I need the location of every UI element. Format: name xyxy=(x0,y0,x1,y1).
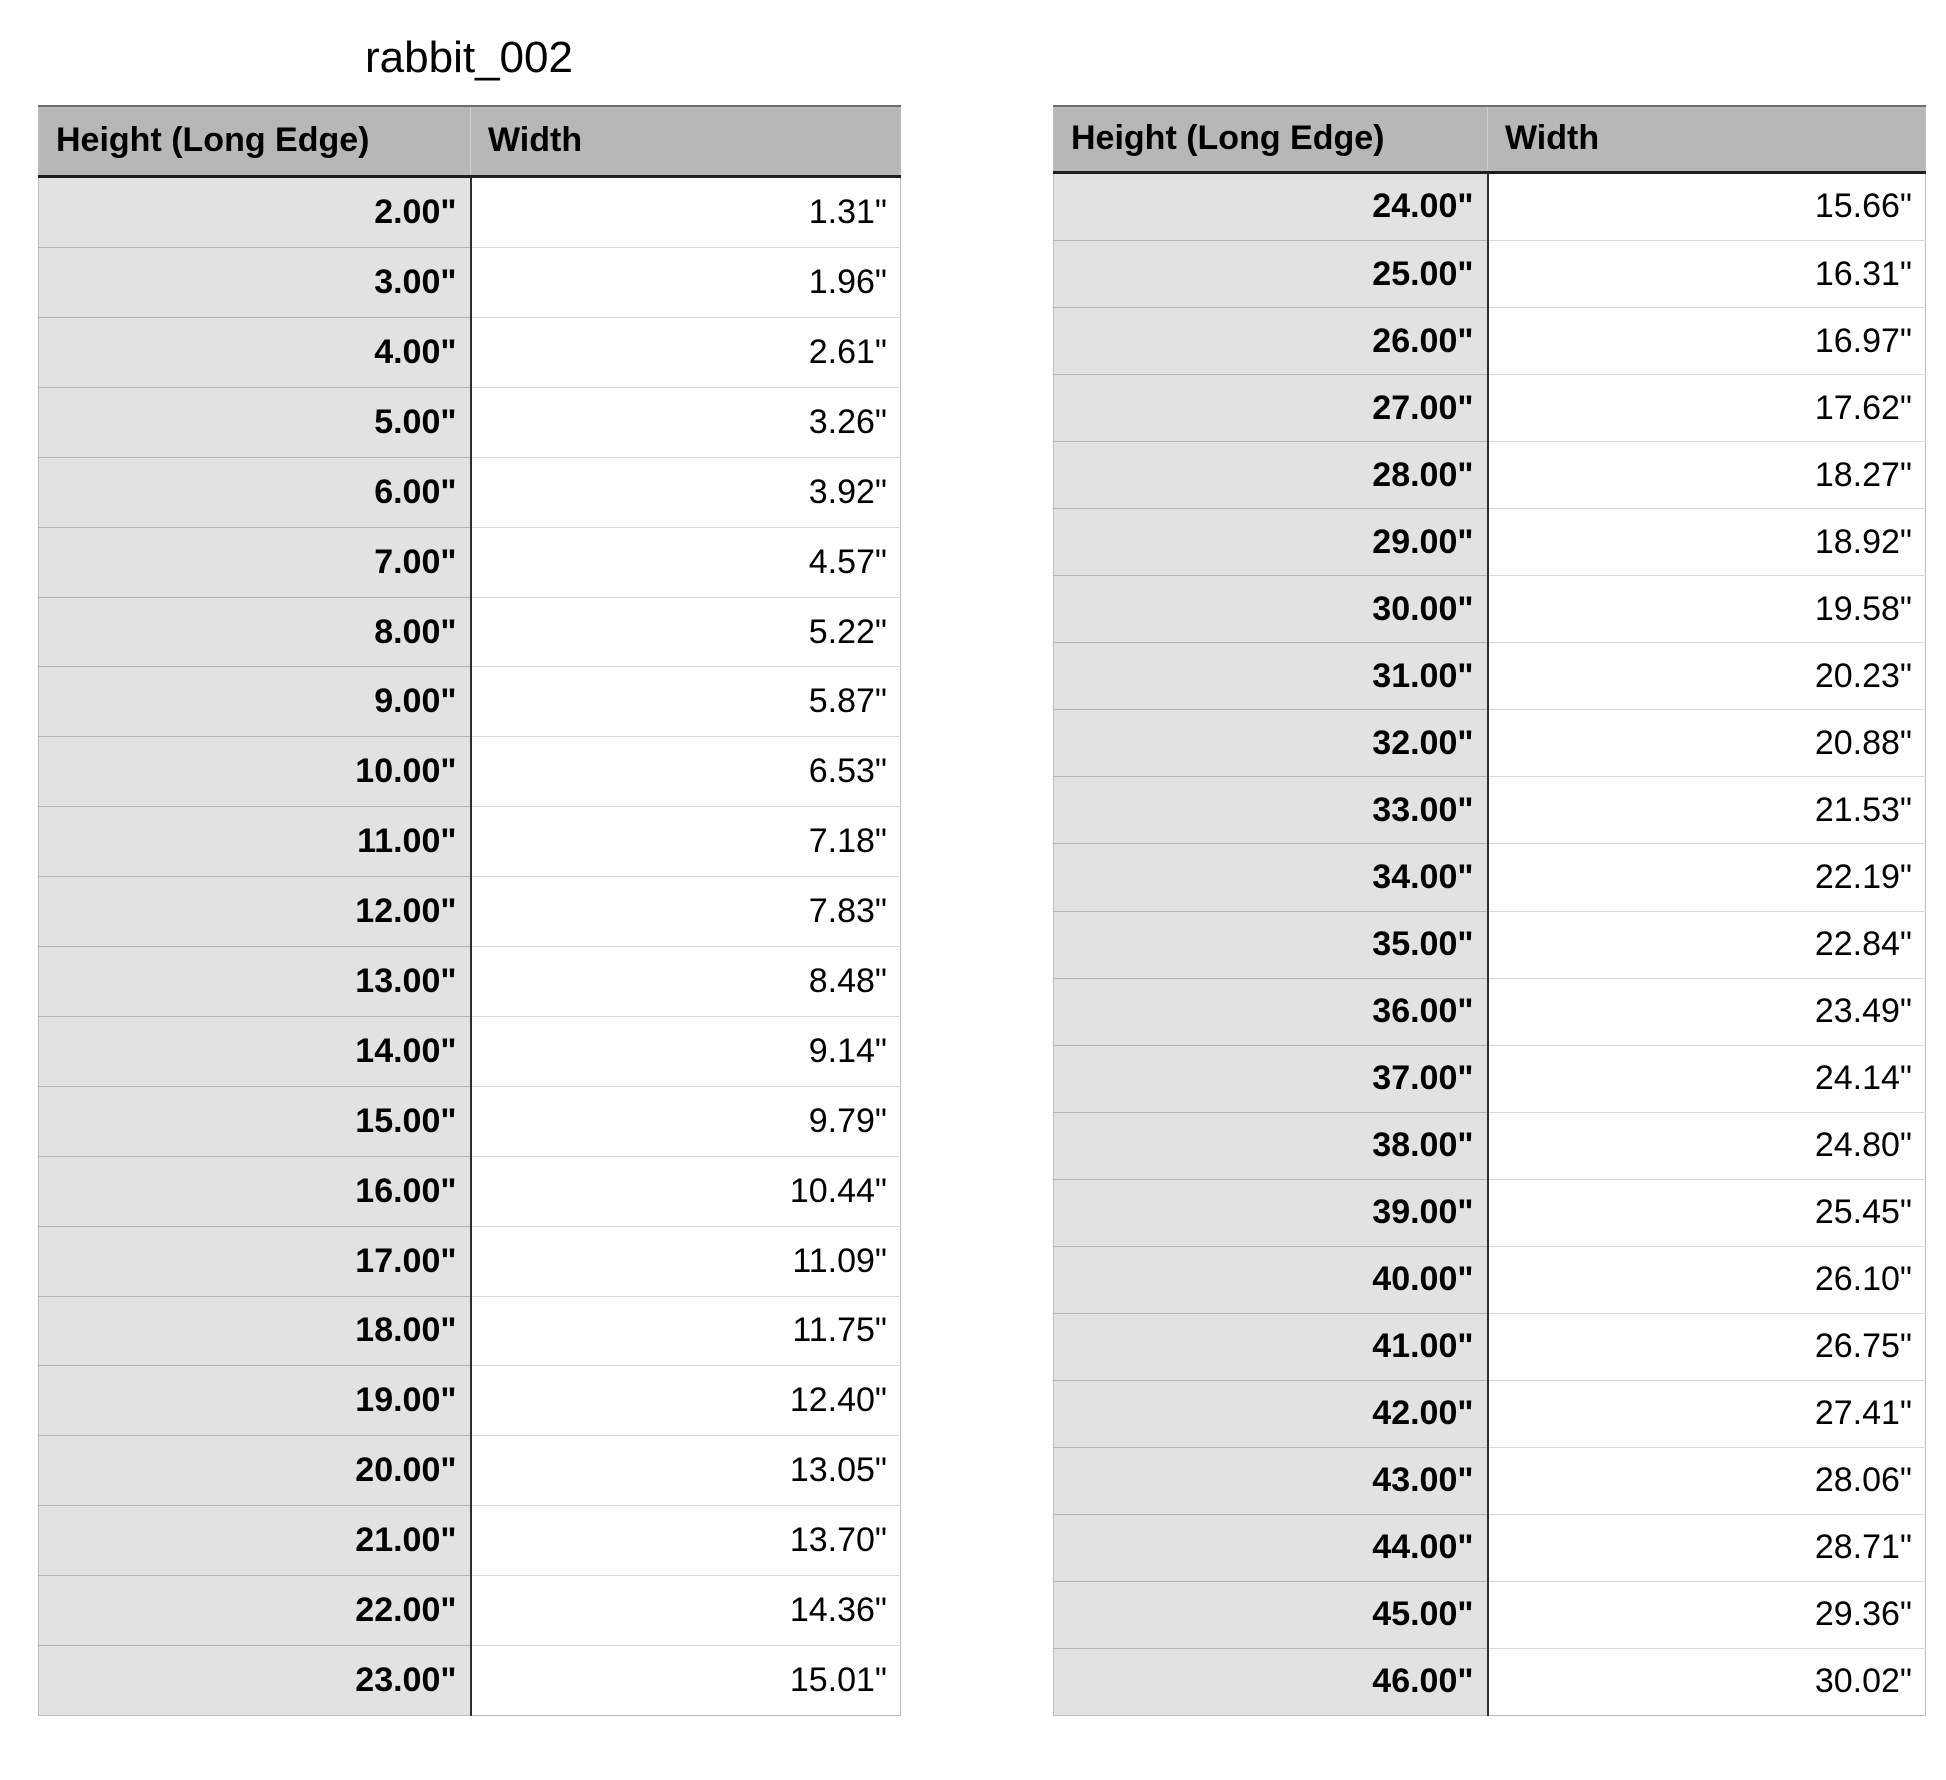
height-cell: 34.00" xyxy=(1054,844,1488,911)
height-cell: 46.00" xyxy=(1054,1648,1488,1715)
width-cell: 11.75" xyxy=(471,1296,901,1366)
table-row xyxy=(1054,1514,1926,1581)
width-cell: 15.66" xyxy=(1488,172,1926,241)
width-cell: 14.36" xyxy=(471,1576,901,1646)
height-cell: 10.00" xyxy=(39,737,471,807)
width-cell: 22.84" xyxy=(1488,911,1926,978)
size-table-left xyxy=(38,105,901,1716)
height-cell: 43.00" xyxy=(1054,1447,1488,1514)
width-cell: 25.45" xyxy=(1488,1179,1926,1246)
width-cell: 8.48" xyxy=(471,947,901,1017)
height-cell: 44.00" xyxy=(1054,1514,1488,1581)
height-cell: 14.00" xyxy=(39,1016,471,1086)
width-cell: 18.92" xyxy=(1488,509,1926,576)
width-cell: 24.80" xyxy=(1488,1112,1926,1179)
table-row xyxy=(39,877,901,947)
width-cell: 16.31" xyxy=(1488,241,1926,308)
width-cell: 3.26" xyxy=(471,387,901,457)
width-cell: 7.18" xyxy=(471,807,901,877)
height-cell: 20.00" xyxy=(39,1436,471,1506)
table-row xyxy=(1054,1045,1926,1112)
table-row xyxy=(39,527,901,597)
table-row xyxy=(39,807,901,877)
height-cell: 35.00" xyxy=(1054,911,1488,978)
height-cell: 32.00" xyxy=(1054,710,1488,777)
table-row xyxy=(39,1506,901,1576)
height-cell: 38.00" xyxy=(1054,1112,1488,1179)
height-cell: 45.00" xyxy=(1054,1581,1488,1648)
width-cell: 4.57" xyxy=(471,527,901,597)
column-header-height: Height (Long Edge) xyxy=(39,106,471,176)
height-cell: 8.00" xyxy=(39,597,471,667)
width-cell: 16.97" xyxy=(1488,308,1926,375)
column-header-width: Width xyxy=(471,106,901,176)
table-row xyxy=(39,176,901,248)
width-cell: 28.71" xyxy=(1488,1514,1926,1581)
page-title: rabbit_002 xyxy=(365,33,573,82)
table-row xyxy=(39,1645,901,1715)
width-cell: 20.23" xyxy=(1488,643,1926,710)
table-row xyxy=(39,1296,901,1366)
height-cell: 3.00" xyxy=(39,248,471,318)
table-row xyxy=(39,387,901,457)
height-cell: 36.00" xyxy=(1054,978,1488,1045)
table-row xyxy=(39,1576,901,1646)
table-row xyxy=(1054,1447,1926,1514)
table-row xyxy=(1054,1648,1926,1715)
table-row xyxy=(1054,375,1926,442)
table-row xyxy=(1054,911,1926,978)
table-row xyxy=(39,318,901,388)
width-cell: 6.53" xyxy=(471,737,901,807)
height-cell: 24.00" xyxy=(1054,172,1488,241)
table-row xyxy=(39,947,901,1017)
table-row xyxy=(1054,442,1926,509)
height-cell: 28.00" xyxy=(1054,442,1488,509)
height-cell: 39.00" xyxy=(1054,1179,1488,1246)
table-row xyxy=(1054,710,1926,777)
width-cell: 11.09" xyxy=(471,1226,901,1296)
table-row xyxy=(1054,844,1926,911)
table-row xyxy=(1054,777,1926,844)
width-cell: 3.92" xyxy=(471,457,901,527)
table-row xyxy=(39,1226,901,1296)
header-row xyxy=(1054,106,1926,172)
height-cell: 23.00" xyxy=(39,1645,471,1715)
table-row xyxy=(1054,241,1926,308)
width-cell: 28.06" xyxy=(1488,1447,1926,1514)
table-row xyxy=(39,667,901,737)
width-cell: 5.22" xyxy=(471,597,901,667)
width-cell: 1.31" xyxy=(471,176,901,248)
size-table-right xyxy=(1053,105,1926,1716)
width-cell: 17.62" xyxy=(1488,375,1926,442)
column-header-height: Height (Long Edge) xyxy=(1054,106,1488,172)
table-row xyxy=(1054,1246,1926,1313)
width-cell: 30.02" xyxy=(1488,1648,1926,1715)
height-cell: 16.00" xyxy=(39,1156,471,1226)
table-row xyxy=(39,1016,901,1086)
table-row xyxy=(1054,643,1926,710)
height-cell: 21.00" xyxy=(39,1506,471,1576)
height-cell: 19.00" xyxy=(39,1366,471,1436)
height-cell: 27.00" xyxy=(1054,375,1488,442)
width-cell: 5.87" xyxy=(471,667,901,737)
width-cell: 27.41" xyxy=(1488,1380,1926,1447)
width-cell: 13.05" xyxy=(471,1436,901,1506)
height-cell: 37.00" xyxy=(1054,1045,1488,1112)
width-cell: 1.96" xyxy=(471,248,901,318)
width-cell: 22.19" xyxy=(1488,844,1926,911)
height-cell: 41.00" xyxy=(1054,1313,1488,1380)
width-cell: 20.88" xyxy=(1488,710,1926,777)
width-cell: 9.14" xyxy=(471,1016,901,1086)
height-cell: 30.00" xyxy=(1054,576,1488,643)
width-cell: 24.14" xyxy=(1488,1045,1926,1112)
height-cell: 25.00" xyxy=(1054,241,1488,308)
header-row xyxy=(39,106,901,176)
height-cell: 11.00" xyxy=(39,807,471,877)
width-cell: 13.70" xyxy=(471,1506,901,1576)
table-row xyxy=(1054,1112,1926,1179)
table-row xyxy=(1054,1313,1926,1380)
table-row xyxy=(1054,1380,1926,1447)
table-row xyxy=(39,1436,901,1506)
height-cell: 13.00" xyxy=(39,947,471,1017)
height-cell: 2.00" xyxy=(39,176,471,248)
width-cell: 23.49" xyxy=(1488,978,1926,1045)
table-row xyxy=(1054,1581,1926,1648)
table-row xyxy=(39,1086,901,1156)
width-cell: 7.83" xyxy=(471,877,901,947)
height-cell: 42.00" xyxy=(1054,1380,1488,1447)
table-row xyxy=(39,457,901,527)
height-cell: 26.00" xyxy=(1054,308,1488,375)
height-cell: 33.00" xyxy=(1054,777,1488,844)
height-cell: 5.00" xyxy=(39,387,471,457)
height-cell: 40.00" xyxy=(1054,1246,1488,1313)
height-cell: 31.00" xyxy=(1054,643,1488,710)
table-row xyxy=(39,1366,901,1436)
width-cell: 19.58" xyxy=(1488,576,1926,643)
width-cell: 18.27" xyxy=(1488,442,1926,509)
table-row xyxy=(1054,509,1926,576)
table-row xyxy=(1054,1179,1926,1246)
width-cell: 2.61" xyxy=(471,318,901,388)
table-row xyxy=(39,597,901,667)
table-row xyxy=(39,737,901,807)
table-row xyxy=(39,1156,901,1226)
height-cell: 7.00" xyxy=(39,527,471,597)
height-cell: 18.00" xyxy=(39,1296,471,1366)
table-row xyxy=(39,248,901,318)
height-cell: 9.00" xyxy=(39,667,471,737)
table-row xyxy=(1054,978,1926,1045)
width-cell: 12.40" xyxy=(471,1366,901,1436)
height-cell: 4.00" xyxy=(39,318,471,388)
table-row xyxy=(1054,172,1926,241)
table-row xyxy=(1054,308,1926,375)
width-cell: 15.01" xyxy=(471,1645,901,1715)
width-cell: 21.53" xyxy=(1488,777,1926,844)
height-cell: 15.00" xyxy=(39,1086,471,1156)
width-cell: 10.44" xyxy=(471,1156,901,1226)
width-cell: 29.36" xyxy=(1488,1581,1926,1648)
height-cell: 29.00" xyxy=(1054,509,1488,576)
table-row xyxy=(1054,576,1926,643)
width-cell: 26.10" xyxy=(1488,1246,1926,1313)
height-cell: 6.00" xyxy=(39,457,471,527)
column-header-width: Width xyxy=(1488,106,1926,172)
width-cell: 9.79" xyxy=(471,1086,901,1156)
height-cell: 22.00" xyxy=(39,1576,471,1646)
width-cell: 26.75" xyxy=(1488,1313,1926,1380)
height-cell: 17.00" xyxy=(39,1226,471,1296)
height-cell: 12.00" xyxy=(39,877,471,947)
